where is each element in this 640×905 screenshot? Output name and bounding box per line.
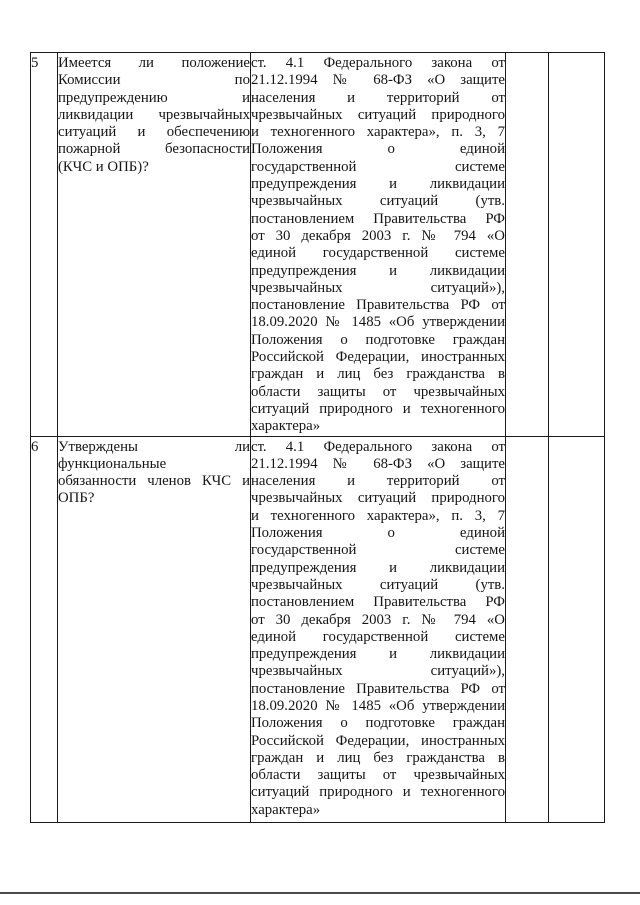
text-line: чрезвычайных ситуаций»), — [251, 663, 505, 680]
row-number: 5 — [31, 55, 39, 71]
text-line: предупреждения и ликвидации — [251, 176, 505, 193]
row-number-cell — [31, 53, 58, 437]
text-line: ст. 4.1 Федерального закона от — [251, 438, 505, 455]
text-line: от 30 декабря 2003 г. № 794 «О — [251, 611, 505, 628]
text-line: 18.09.2020 № 1485 «Об утверждении — [251, 314, 505, 331]
text-line: чрезвычайных ситуаций (утв. — [251, 193, 505, 210]
question-cell — [58, 436, 251, 822]
text-line: ст. 4.1 Федерального закона от — [251, 55, 505, 71]
blank-cell — [506, 53, 549, 437]
blank-cell — [549, 53, 605, 437]
text-line: предупреждения и ликвидации — [251, 262, 505, 279]
text-line: населения и территорий от — [251, 89, 505, 106]
text-line: чрезвычайных ситуаций природного — [251, 106, 505, 123]
text-line: ситуаций природного и техногенного — [251, 784, 505, 801]
text-line: предупреждения и ликвидации — [251, 646, 505, 663]
text-line: Положения о подготовке граждан — [251, 331, 505, 348]
legal-basis-cell — [251, 53, 506, 437]
text-line: области защиты от чрезвычайных — [251, 767, 505, 784]
text-line: Положения о подготовке граждан — [251, 715, 505, 732]
text-line: ОПБ? — [58, 490, 95, 507]
text-line: государственной системе — [251, 542, 505, 559]
row-number: 6 — [31, 438, 39, 455]
legal-basis-cell — [251, 436, 506, 822]
row-number-cell — [31, 436, 58, 822]
text-line: населения и территорий от — [251, 473, 505, 490]
text-line: и техногенного характера», п. 3, 7 — [251, 507, 505, 524]
text-line: ситуаций природного и техногенного — [251, 400, 505, 417]
text-line: предупреждения и ликвидации — [251, 559, 505, 576]
text-line: чрезвычайных ситуаций (утв. — [251, 576, 505, 593]
text-line: 21.12.1994 № 68-ФЗ «О защите — [251, 72, 505, 89]
text-line: чрезвычайных ситуаций»), — [251, 279, 505, 296]
text-line: граждан и лиц без гражданства в — [251, 749, 505, 766]
text-line: обязанности членов КЧС и — [58, 473, 250, 490]
text-line: Утверждены ли — [58, 438, 250, 455]
text-line: чрезвычайных ситуаций природного — [251, 490, 505, 507]
text-line: единой государственной системе — [251, 628, 505, 645]
text-line: Российской Федерации, иностранных — [251, 349, 505, 366]
text-line: области защиты от чрезвычайных — [251, 383, 505, 400]
text-line: Положения о единой — [251, 141, 505, 158]
blank-cell — [549, 436, 605, 822]
text-line: характера» — [251, 418, 321, 435]
text-line: Российской Федерации, иностранных — [251, 732, 505, 749]
text-line: постановление Правительства РФ от — [251, 297, 505, 314]
text-line: ликвидации чрезвычайных — [58, 106, 250, 123]
text-line: 18.09.2020 № 1485 «Об утверждении — [251, 697, 505, 714]
checklist-table — [30, 52, 605, 823]
text-line: граждан и лиц без гражданства в — [251, 366, 505, 383]
text-line: Комиссии по — [58, 72, 250, 89]
text-line: Положения о единой — [251, 525, 505, 542]
table-row — [31, 53, 605, 437]
text-line: постановлением Правительства РФ — [251, 210, 505, 227]
text-line: постановлением Правительства РФ — [251, 594, 505, 611]
text-line: функциональные — [58, 455, 167, 472]
text-line: предупреждению и — [58, 89, 250, 106]
text-line: 21.12.1994 № 68-ФЗ «О защите — [251, 455, 505, 472]
text-line: (КЧС и ОПБ)? — [58, 158, 149, 175]
scan-edge-line — [0, 892, 640, 894]
question-cell — [58, 53, 251, 437]
text-line: от 30 декабря 2003 г. № 794 «О — [251, 227, 505, 244]
text-line: и техногенного характера», п. 3, 7 — [251, 124, 505, 141]
table-row — [31, 436, 605, 822]
text-line: Имеется ли положение — [58, 55, 250, 71]
text-line: характера» — [251, 801, 321, 818]
blank-cell — [506, 436, 549, 822]
text-line: пожарной безопасности — [58, 141, 250, 158]
text-line: постановление Правительства РФ от — [251, 680, 505, 697]
text-line: единой государственной системе — [251, 245, 505, 262]
text-line: ситуаций и обеспечению — [58, 124, 250, 141]
text-line: государственной системе — [251, 158, 505, 175]
